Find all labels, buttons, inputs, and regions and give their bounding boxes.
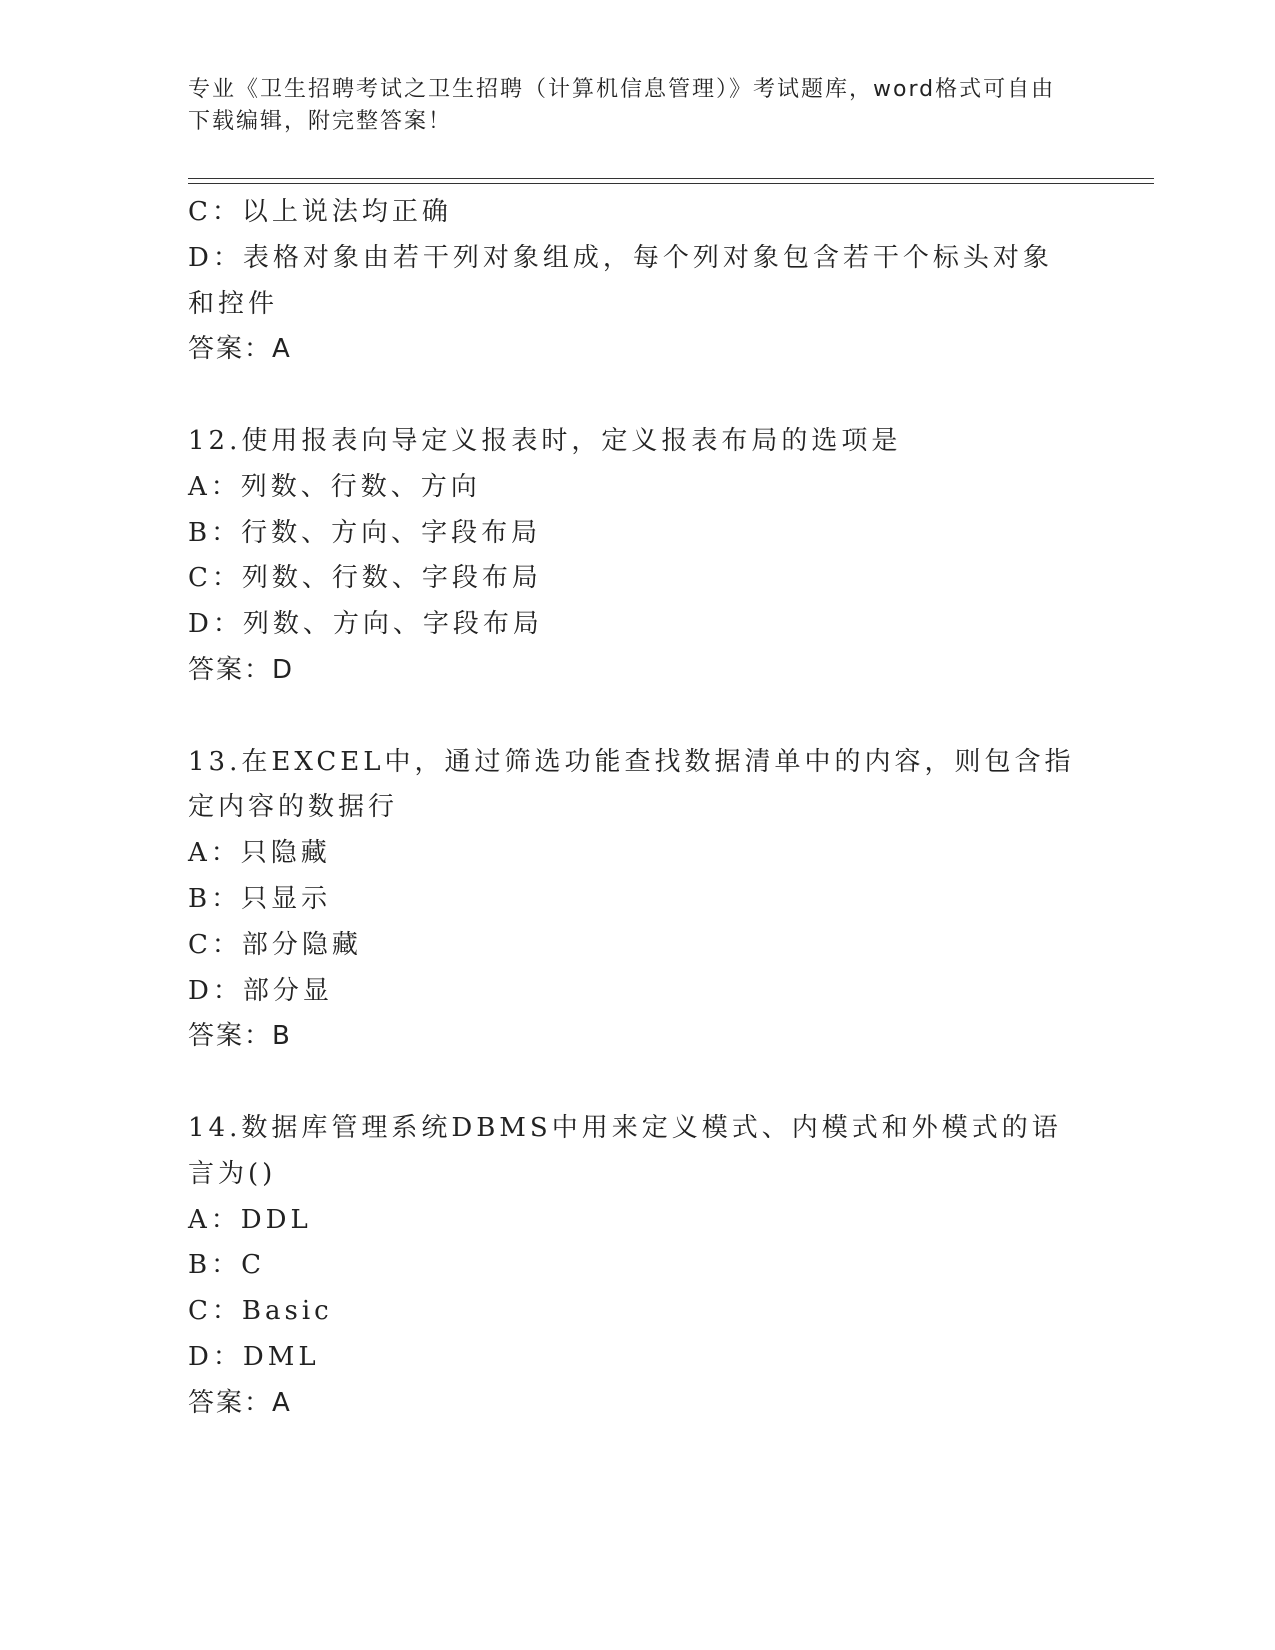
- question-content: [188, 190, 1088, 1427]
- q13-option-d: D：部分显: [188, 975, 333, 1006]
- document-header: 专业《卫生招聘考试之卫生招聘（计算机信息管理）》考试题库，word格式可自由下载编辑，附完整答案！: [188, 77, 1056, 134]
- q14-option-b: B：C: [188, 1250, 266, 1281]
- spacer: [188, 373, 1088, 419]
- q14-option-c: C：Basic: [188, 1296, 333, 1327]
- q13-option-a: A：只隐藏: [188, 838, 331, 869]
- q13-option-b: B：只显示: [188, 883, 332, 914]
- prev-answer: 答案：A: [188, 334, 292, 365]
- q12-option-a: A：列数、行数、方向: [188, 471, 481, 502]
- q14-option-a: A：DDL: [188, 1204, 312, 1235]
- q14-answer: 答案：A: [188, 1387, 292, 1418]
- q12-option-c: C：列数、行数、字段布局: [188, 563, 542, 594]
- q13-answer: 答案：B: [188, 1021, 292, 1052]
- q12-option-b: B：行数、方向、字段布局: [188, 517, 542, 548]
- q13-option-c: C：部分隐藏: [188, 929, 362, 960]
- q13-question: 13.在EXCEL中，通过筛选功能查找数据清单中的内容，则包含指定内容的数据行: [188, 746, 1075, 823]
- spacer: [188, 1060, 1088, 1106]
- prev-option-d: D：表格对象由若干列对象组成，每个列对象包含若干个标头对象和控件: [188, 242, 1053, 319]
- q12-answer: 答案：D: [188, 654, 295, 685]
- q12-option-d: D：列数、方向、字段布局: [188, 609, 543, 640]
- q12-question: 12.使用报表向导定义报表时，定义报表布局的选项是: [188, 425, 902, 456]
- q14-question: 14.数据库管理系统DBMS中用来定义模式、内模式和外模式的语言为(): [188, 1112, 1062, 1189]
- spacer: [188, 694, 1088, 740]
- q14-option-d: D：DML: [188, 1341, 320, 1372]
- prev-option-c: C：以上说法均正确: [188, 197, 452, 227]
- header-double-rule: [188, 178, 1154, 184]
